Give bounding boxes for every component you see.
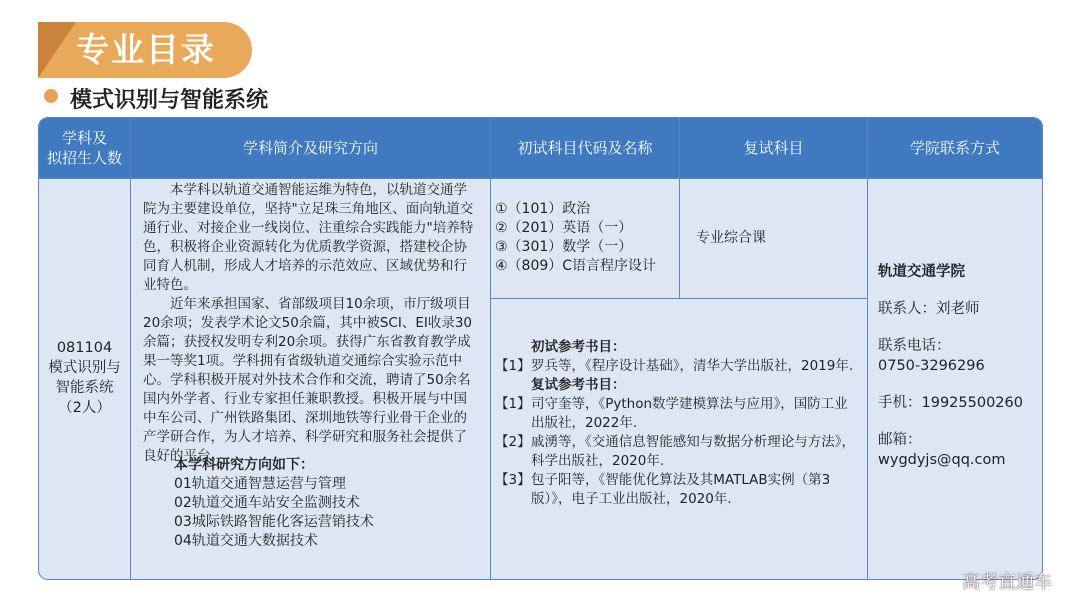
retest-subject: 专业综合课 bbox=[696, 230, 766, 246]
intro-paragraph-1: 本学科以轨道交通智能运维为特色，以轨道交通学院为主要建设单位，坚持"立足珠三角地区、面向轨道交通行业、对接企业一线岗位、注重综合实践能力"培养特色，积极将企业资源转化为优质教学资源，搭建校企协同育人机制，形成人才培养的示范效应、区域优势和行业特色。 bbox=[143, 182, 474, 293]
reference-number: 【1】 bbox=[495, 396, 531, 412]
contact-person: 联系人：刘老师 bbox=[878, 301, 980, 317]
header-discipline-line1: 学科及 bbox=[61, 129, 107, 147]
header-retest: 复试科目 bbox=[680, 118, 867, 178]
contact-phone: 0750-3296296 bbox=[878, 358, 985, 374]
contact-email: wygdyjs@qq.com bbox=[878, 452, 1006, 468]
section-subtitle: 模式识别与智能系统 bbox=[70, 88, 269, 113]
exam-subjects-cell bbox=[495, 200, 679, 276]
direction-item: 01轨道交通智慧运营与管理 bbox=[174, 476, 346, 492]
reference-number: 【2】 bbox=[495, 434, 531, 450]
direction-item: 02轨道交通车站安全监测技术 bbox=[174, 495, 360, 511]
program-name-line2: 智能系统 bbox=[55, 380, 114, 396]
reference-text: 司守奎等，《Python数学建模算法与应用》，国防工业出版社，2022年. bbox=[531, 396, 848, 431]
divider bbox=[490, 298, 868, 299]
reference-item bbox=[495, 471, 861, 509]
divider bbox=[867, 118, 868, 579]
contact-mobile: 手机：19925500260 bbox=[878, 395, 1023, 411]
header-exam: 初试科目代码及名称 bbox=[491, 118, 679, 178]
references-cell bbox=[495, 338, 861, 509]
reference-text: 戚湧等，《交通信息智能感知与数据分析理论与方法》，科学出版社，2020年. bbox=[531, 434, 855, 469]
divider bbox=[679, 118, 680, 299]
header-discipline bbox=[39, 118, 130, 178]
contact-email-label: 邮箱： bbox=[878, 432, 922, 448]
program-code: 081104 bbox=[56, 340, 113, 356]
direction-item: 03城际铁路智能化客运营销技术 bbox=[174, 514, 374, 530]
initial-refs-title: 初试参考书目： bbox=[531, 339, 626, 355]
contact-college: 轨道交通学院 bbox=[878, 264, 965, 280]
intro-paragraph-2: 近年来承担国家、省部级项目10余项，市厅级项目20余项；发表学术论文50余篇，其中被SCI、EI收录30余篇；获授权发明专利20余项。获得广东省教育教学成果一等奖1项。学科拥有省级轨道交通综合实验示范中心。学科积极开展对外技术合作和交流，聘请了50余名国内外学者、行业专家担任兼职教授。积极开展与中国中车公司、广州铁路集团、深圳地铁等行业骨干企业的产学研合作，为人才培养、科学研究和服务社会提供了良好的平台。 bbox=[143, 296, 473, 464]
directions-title: 本学科研究方向如下： bbox=[174, 457, 314, 473]
directions-block bbox=[174, 456, 474, 551]
exam-subject-item: ②（201）英语（一） bbox=[495, 220, 633, 236]
reference-text: 包子阳等，《智能优化算法及其MATLAB实例（第3版）》，电子工业出版社，2020年. bbox=[531, 472, 831, 507]
reference-item bbox=[495, 433, 861, 471]
page-title: 专业目录 bbox=[76, 30, 216, 69]
subtitle-bullet bbox=[44, 89, 58, 103]
program-name-line1: 模式识别与 bbox=[48, 360, 121, 376]
exam-subject-item: ③（301）数学（一） bbox=[495, 239, 633, 255]
program-table bbox=[38, 117, 1043, 580]
header-discipline-line2: 拟招生人数 bbox=[46, 149, 122, 167]
reference-number: 【1】 bbox=[495, 358, 531, 374]
divider bbox=[490, 118, 491, 579]
intro-cell bbox=[143, 181, 479, 466]
reference-number: 【3】 bbox=[495, 472, 531, 488]
header-contact: 学院联系方式 bbox=[868, 118, 1042, 178]
reference-text: 罗兵等，《程序设计基础》，清华大学出版社，2019年. bbox=[531, 358, 854, 374]
watermark: 高考直通车 bbox=[962, 572, 1052, 593]
reference-item bbox=[495, 395, 861, 433]
exam-subject-item: ④（809）C语言程序设计 bbox=[495, 258, 657, 274]
retest-refs-title: 复试参考书目： bbox=[531, 377, 626, 393]
divider bbox=[39, 178, 1042, 179]
program-cell bbox=[39, 178, 130, 578]
header-intro: 学科简介及研究方向 bbox=[131, 118, 490, 178]
contact-phone-label: 联系电话： bbox=[878, 338, 951, 354]
direction-item: 04轨道交通大数据技术 bbox=[174, 533, 318, 549]
divider bbox=[130, 118, 131, 579]
reference-item bbox=[495, 357, 861, 376]
contact-cell bbox=[878, 262, 1040, 470]
program-quota: （2人） bbox=[58, 400, 111, 416]
exam-subject-item: ①（101）政治 bbox=[495, 201, 591, 217]
